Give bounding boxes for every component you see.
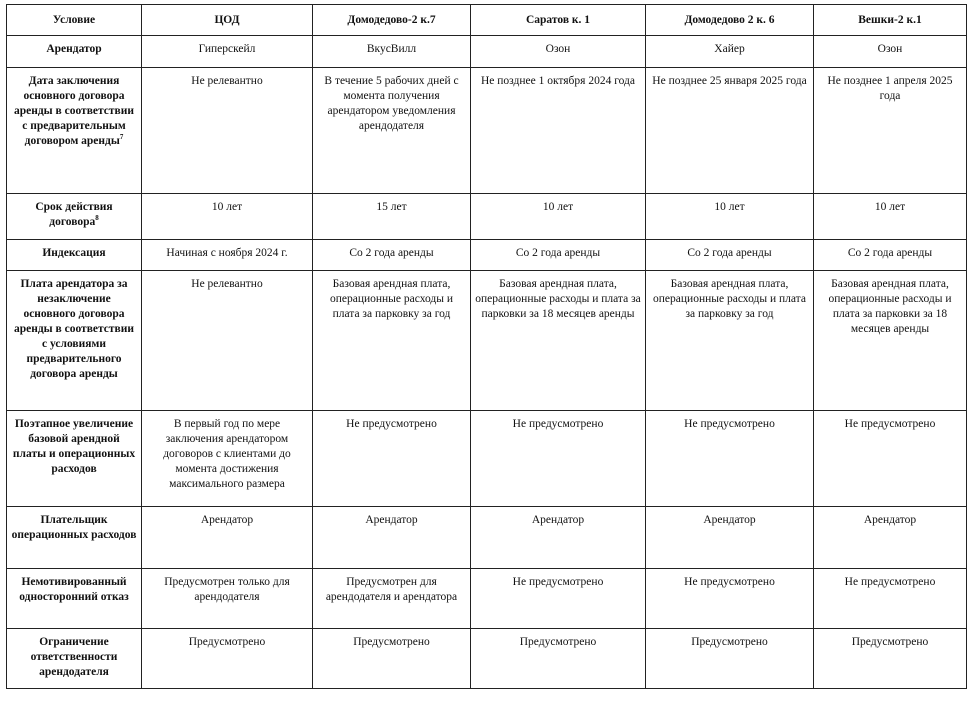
footnote-marker: 7: [119, 133, 124, 142]
table-cell: Озон: [471, 36, 646, 68]
table-cell: Арендатор: [142, 507, 313, 569]
table-cell: Гиперскейл: [142, 36, 313, 68]
row-conclusion-date: [7, 68, 967, 194]
table-cell: Не релевантно: [142, 271, 313, 411]
table-cell: В течение 5 рабочих дней с момента получения арендатором уведомления арендодателя: [313, 68, 471, 194]
header-col-domodedovo-2-k7: Домодедово-2 к.7: [313, 5, 471, 36]
table-cell: Арендатор: [646, 507, 814, 569]
table-cell: 10 лет: [814, 194, 967, 240]
table-cell: Не позднее 1 апреля 2025 года: [814, 68, 967, 194]
table-cell: Озон: [814, 36, 967, 68]
table-cell: Не предусмотрено: [313, 411, 471, 507]
table-cell: Арендатор: [471, 507, 646, 569]
table-cell: Не предусмотрено: [471, 411, 646, 507]
row-label: Плательщик операционных расходов: [7, 507, 142, 569]
table-cell: 10 лет: [471, 194, 646, 240]
table-cell: Со 2 года аренды: [471, 240, 646, 271]
table-cell: Со 2 года аренды: [814, 240, 967, 271]
table-cell: Предусмотрен только для арендодателя: [142, 569, 313, 629]
table-cell: Арендатор: [814, 507, 967, 569]
row-label: Арендатор: [7, 36, 142, 68]
table-cell: Предусмотрено: [313, 629, 471, 689]
row-term: [7, 194, 967, 240]
table-cell: 10 лет: [142, 194, 313, 240]
row-label: Ограничение ответственности арендодателя: [7, 629, 142, 689]
table-cell: Базовая арендная плата, операционные расходы и плата за парковки за 18 месяцев аренды: [471, 271, 646, 411]
table-cell: 10 лет: [646, 194, 814, 240]
row-non-conclusion-fee: [7, 271, 967, 411]
table-cell: Предусмотрено: [646, 629, 814, 689]
row-label: Плата арендатора за незаключение основного договора аренды в соответствии с условиями предварительного договора аренды: [7, 271, 142, 411]
row-gradual-increase: [7, 411, 967, 507]
header-col-domodedovo-2-k6: Домодедово 2 к. 6: [646, 5, 814, 36]
row-opex-payer: [7, 507, 967, 569]
table-cell: Не предусмотрено: [814, 569, 967, 629]
table-cell: Не предусмотрено: [471, 569, 646, 629]
table-cell: Базовая арендная плата, операционные расходы и плата за парковку за год: [646, 271, 814, 411]
table-cell: Не позднее 25 января 2025 года: [646, 68, 814, 194]
table-cell: Арендатор: [313, 507, 471, 569]
footnote-marker: 8: [95, 214, 99, 223]
header-col-saratov-k1: Саратов к. 1: [471, 5, 646, 36]
header-col-veshki-2-k1: Вешки-2 к.1: [814, 5, 967, 36]
table-cell: Не предусмотрено: [646, 569, 814, 629]
table-cell: Базовая арендная плата, операционные расходы и плата за парковку за год: [313, 271, 471, 411]
table-cell: Хайер: [646, 36, 814, 68]
header-row: [7, 5, 967, 36]
table-cell: ВкусВилл: [313, 36, 471, 68]
row-label: Поэтапное увеличение базовой арендной платы и операционных расходов: [7, 411, 142, 507]
table-cell: Предусмотрено: [814, 629, 967, 689]
row-tenant: [7, 36, 967, 68]
table-cell: Не предусмотрено: [814, 411, 967, 507]
lease-terms-table: [6, 4, 967, 689]
table-cell: 15 лет: [313, 194, 471, 240]
table-cell: Со 2 года аренды: [313, 240, 471, 271]
table-cell: Не позднее 1 октября 2024 года: [471, 68, 646, 194]
table-cell: Предусмотрено: [471, 629, 646, 689]
table-cell: В первый год по мере заключения арендатором договоров с клиентами до момента достижения максимального размера: [142, 411, 313, 507]
header-col-tsod: ЦОД: [142, 5, 313, 36]
row-liability-limit: [7, 629, 967, 689]
header-condition: Условие: [7, 5, 142, 36]
row-indexation: [7, 240, 967, 271]
table-cell: Не релевантно: [142, 68, 313, 194]
row-label: Индексация: [7, 240, 142, 271]
table-cell: Предусмотрено: [142, 629, 313, 689]
table-cell: Базовая арендная плата, операционные расходы и плата за парковки за 18 месяцев аренды: [814, 271, 967, 411]
table-cell: Не предусмотрено: [646, 411, 814, 507]
table-cell: Начиная с ноября 2024 г.: [142, 240, 313, 271]
row-unilateral-refusal: [7, 569, 967, 629]
row-label: Дата заключения основного договора аренды в соответствии с предварительным договором аренды$^7$: [7, 68, 142, 194]
row-label: Срок действия договора$^8$: [7, 194, 142, 240]
row-label: Немотивированный односторонний отказ: [7, 569, 142, 629]
table-cell: Со 2 года аренды: [646, 240, 814, 271]
table-cell: Предусмотрен для арендодателя и арендатора: [313, 569, 471, 629]
